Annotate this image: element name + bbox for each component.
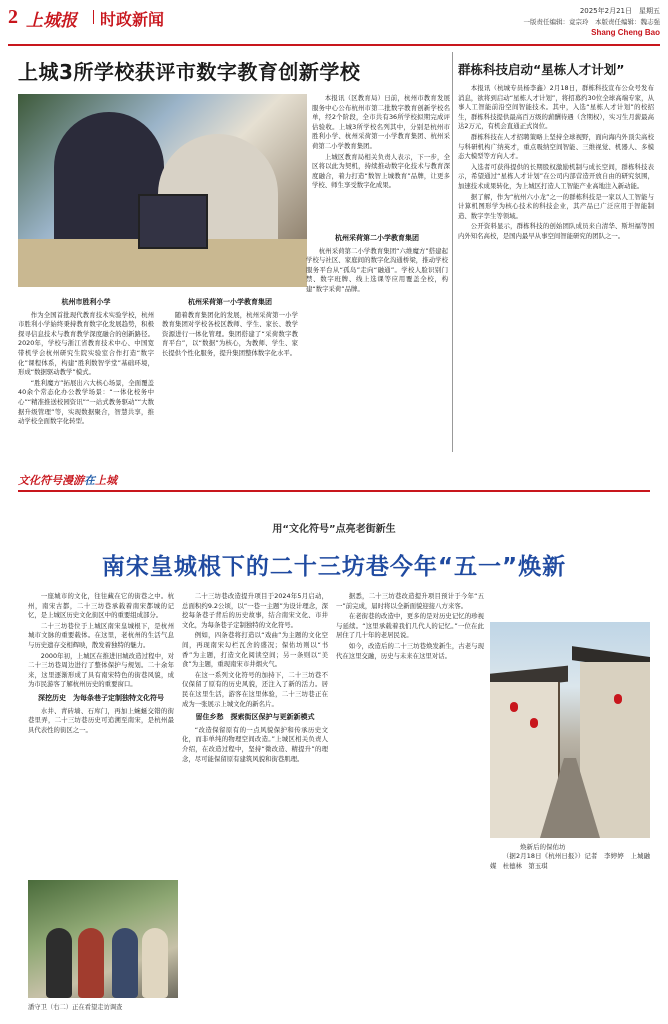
lead-subheading: 杭州市胜利小学 [61,298,111,306]
photo-figure [112,928,138,998]
paper-name: 上城报 [26,11,77,31]
feature-paragraph: 2000年初，上城区在推进旧城改造过程中，对二十三坊巷周边进行了整体保护与规划。二十余年来，这里逐渐形成了具有南宋特色的街巷风貌，成为市民游客了解杭州历史的重要窗口。 [28,651,174,689]
street-photo [490,622,650,838]
lead-intro: 本报讯（区教育局）日前，杭州市教育发展服务中心公布杭州市第二批数字教育创新学校名单，经2个阶段，全市共有36所学校拟期完成评估验收。上城3所学校名列其中，分别是杭州市胜利小学、杭州采荷第一小学教育集团、杭州采荷第二小学教育集团。 [312,94,450,150]
feature-title: 南宋皇城根下的二十三坊巷今年“五一”焕新 [101,554,567,580]
lead-subheading: 杭州采荷第一小学教育集团 [188,298,272,306]
feature-paragraph: 在老街巷的改造中，更多的是对历史记忆的珍视与延续。“这里承载着我们几代人的记忆。”一位在此居住了几十年的老居民说。 [336,612,484,640]
lead-paragraph: “胜利魔方”拓展出六大核心场景，全面覆盖40余个常态化办公教学场景：“一体化校务中心”“精准推送校园资讯”“一站式教务驱动”“大数据升级管理”等，实现数据聚合，智慧共享，推动学校全面数字化转型。 [18,378,154,426]
column-tag-mid: 在 [84,474,95,487]
people-photo [28,880,178,998]
feature-column-4 [490,852,650,998]
feature-paragraph: 一座城市的文化，往往藏在它的街巷之中。杭州，南宋古都，二十三坊巷承载着南宋都城的记忆，是上城区历史文化街区中的重要组成部分。 [28,592,174,620]
column-tag-place: 上城 [95,474,117,487]
section-name: 时政新闻 [100,10,165,29]
lead-column-2 [18,294,154,464]
feature-paragraph: 二十三坊巷位于上城区南宋皇城根下，是杭州城市文脉的重要载体。在这里，老杭州的生活气息与历史遗存交相辉映，散发着独特的魅力。 [28,621,174,649]
sidebar-headline: 群栋科技启动“星栋人才计划” [458,62,625,77]
feature-column-2 [182,592,328,1017]
column-tag-prefix: 文化符号漫游 [18,474,84,487]
sidebar-paragraph: 本报讯（杭城专员杨李鑫）2月18日，群栋科技宣布公众号发布消息，欲将到启动“星栋人才计划”，将招募约30位全球高端专家，从事人工智能前沿空间智能技术。其中，入选“星栋人才计划”的校招生，群栋科技提供最高百万级的薪酬待遇（含期权），实习生月薪最高达2万元，有机会直通正式岗位。 [458,84,654,131]
lead-paragraph: 上城区教育局相关负责人表示，下一步，全区将以此为契机，持续推动数字化技术与教育深度融合，着力打造“数智上城教育”品牌，让更多学校、师生享受数字化成果。 [312,152,450,190]
feature-subheading: 深挖历史 为每条巷子定制独特文化符号 [38,693,164,702]
column-rule [452,52,453,452]
column-tag [18,472,117,490]
sidebar-paragraph: 入选者可获得提供的长期股权激励机制与成长空间，群栋科技表示，希望通过“星栋人才计划”在公司内部营造开放自由的研究氛围，加速技术成果转化，为上城区打造人工智能产业高地注入新动能。 [458,162,654,190]
lantern-icon [530,718,538,728]
feature-paragraph: 水井、青砖墙、石库门，再加上蜿蜒交错的街巷里弄，二十三坊巷历史可追溯至南宋，是杭州最具代表性的街区之一。 [28,706,174,734]
lead-column-4 [306,230,448,466]
sidebar-paragraph: 据了解，作为“杭州六小龙”之一的群栋科技是一家以人工智能与计算机图形学为核心技术的科技企业，其产品已广泛应用于智能制造、数字孪生等领域。 [458,192,654,220]
photo-figure [46,928,72,998]
lead-paragraph: 随着教育集团化的发展，杭州采荷第一小学教育集团对学校各校区教师、学生、家长、教学资源进行一体化管理。集团搭建了“采荷数字教育平台”，以“数据”为核心，为教师、学生、家长提供个性化服务，提升集团整体数字化水平。 [162,310,298,357]
photo-figure [142,928,168,998]
lantern-icon [510,702,518,712]
sidebar-body [458,84,654,464]
brand-english: Shang Cheng Bao [591,28,660,37]
lead-column-3 [162,294,298,464]
lead-subheading: 杭州采荷第二小学教育集团 [335,234,419,242]
lead-headline: 上城3所学校获评市数字教育创新学校 [18,60,361,84]
section-divider [93,10,94,24]
people-photo-caption: 潘守卫（右二）正在看望走访调查 [28,1004,123,1011]
sidebar-paragraph: 公开资料显示，群栋科技的创始团队成员来自清华、斯坦福等国内外知名高校，是国内最早从事空间智能研究的团队之一。 [458,222,654,240]
lantern-icon [614,694,622,704]
feature-paragraph: 据悉，二十三坊巷改造提升项目预计于今年“五一”前完成，届时将以全新面貌迎接八方来客。 [336,592,484,610]
feature-subheading: 留住乡愁 探索街区保护与更新新模式 [195,713,315,722]
issue-date: 2025年2月21日 星期五 [579,7,660,15]
feature-paragraph: 二十三坊巷改造提升项目于2024年5月启动，总面积约9.2公顷，以“一巷一主题”为设计理念，深挖每条巷子背后的历史故事，结合南宋文化、市井文化，为每条巷子定制独特的文化符号。 [182,592,328,629]
feature-paragraph: “改造保留原有的一点风貌保护和传承历史文化，而非单纯的物理空间改造。”上城区相关负责人介绍，在改造过程中，坚持“微改造、精提升”的理念，尽可能保留原有建筑风貌和街巷肌理。 [182,725,328,763]
feature-paragraph: 如今，改造后的二十三坊巷焕发新生，古老与现代在这里交融，历史与未来在这里对话。 [336,641,484,660]
feature-paragraph: 在这一系列文化符号的加持下，二十三坊巷不仅保留了原有的历史风貌，还注入了新的活力。居民在这里生活，游客在这里体验，二十三坊巷正在成为一张展示上城文化的新名片。 [182,670,328,708]
lead-photo [18,94,307,287]
photo-screen [138,194,208,249]
street-photo-caption: 焕新后的保佑坊 [520,843,566,851]
editor-line: 一版责任编辑：竟宗玲 本版责任编辑：魏志强 [523,18,660,26]
page-number: 2 [8,6,18,28]
masthead [8,4,660,46]
feature-column-1 [28,592,174,874]
feature-column-3 [336,592,484,1017]
sidebar-paragraph: 群栋科技在人才招聘策略上坚持全球视野，面向海内外顶尖高校与科研机构广纳英才，重点吸纳空间智能、三维视觉、机器人、多模态大模型等方向人才。 [458,132,654,161]
feature-paragraph: 例如，四条巷将打造以“戏曲”为主题的文化空间，再现南宋勾栏瓦舍的盛况；保佑坊则以“书香”为主题，打造文化阅读空间；另一条则以“美食”为主题，重现南宋市井烟火气。 [182,631,328,669]
feature-pretitle: 用“文化符号”点亮老街新生 [272,524,396,535]
lead-paragraph: 杭州采荷第二小学教育集团“六维魔方”搭建起学校与社区、家庭间的数字化沟通桥梁，推动学校服务平台从“孤岛”走向“融通”。学校人脸识别门禁、数字班牌、线上选课等应用覆盖全校，构建“数字采荷”品牌。 [306,246,448,293]
photo-figure [78,928,104,998]
lead-paragraph: 作为全国首批现代教育技术实验学校，杭州市胜利小学始终秉持教育数字化发展趋势，积极探寻信息技术与教育教学深度融合的创新路径。2020年，学校与浙江省教育技术中心、中国宽带机学会杭州研究生院实验室合作打造“数字化”课程体系，构建“胜利数智学堂”基础环境，形成“数据驱动教学”模式。 [18,310,154,377]
feature-paragraph: （据2月18日《杭州日报》）记者 李婷婷 上城融媒 杜德林 第玉琪 [490,852,650,870]
